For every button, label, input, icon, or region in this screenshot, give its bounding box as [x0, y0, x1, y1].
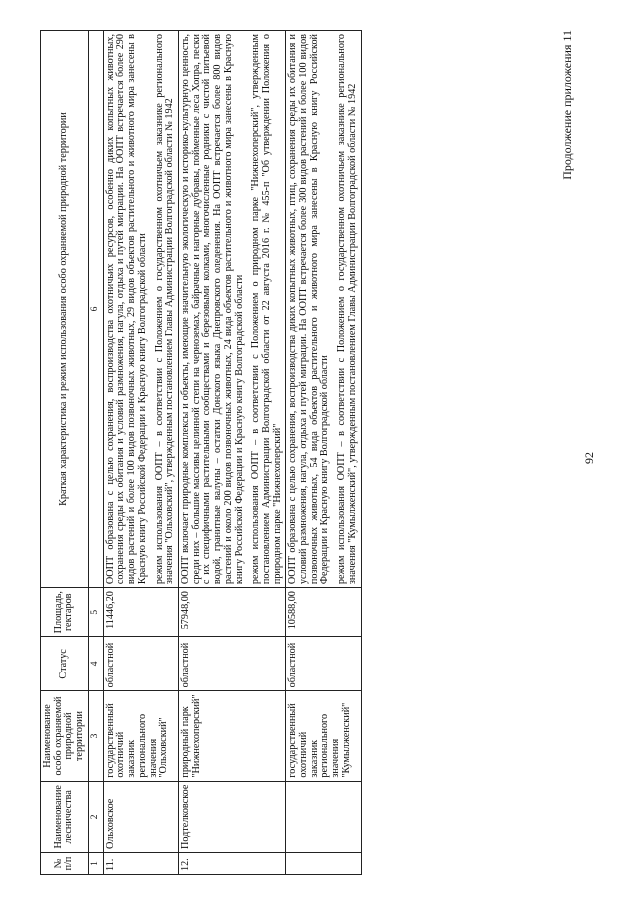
column-number-row: [88, 31, 103, 875]
header-description: Краткая характеристика и режим использования особо охраняемой природной территории: [41, 31, 89, 588]
column-number: 4: [88, 637, 103, 691]
continuation-label: Продолжение приложения 11: [560, 30, 574, 180]
forestry-name: Подтелковское: [179, 781, 286, 852]
row-number: 11.: [103, 853, 178, 875]
description: [286, 31, 361, 588]
description-paragraph: ООПТ образована с целью сохранения, воспроизводства диких копытных животных, птиц, сохранения среды их обитания и условий размножения, нагула, отдыха и путей миграции. На ООПТ встречается более 300 видов растений и более 100 видов позвоночных животных, 54 вида объектов растительного и животного мира занесены в Красную книгу Российской Федерации и Красную книгу Волгоградской области: [287, 34, 331, 585]
header-status: Статус: [41, 637, 89, 691]
column-number: 2: [88, 781, 103, 852]
description: [179, 31, 286, 588]
area: 57948,00: [179, 588, 286, 637]
table-row: [103, 31, 178, 875]
table-header-row: [41, 31, 89, 875]
description-paragraph: ООПТ включает природные комплексы и объекты, имеющие значительную экологическую и историко-культурную ценность, среди них – большие массивы целинной степи на черноземах, байрачные и нагорные дубравы, пойменные леса Хопра, пески с их специфичными растительными сообществами и березовыми колками, многочисленные родники с чистой питьевой водой, гранитные валуны – остатки Донского языка Днепровского оледенения. На ООПТ встречается более 800 видов растений и около 200 видов позвоночных животных, 24 вида объектов растительного и животного мира занесены в Красную книгу Российской Федерации и Красную книгу Волгоградской области: [180, 34, 245, 585]
protected-area-name: государственный охотничий заказник регионального значения "Ольховский": [103, 691, 178, 781]
page-number: 92: [582, 452, 596, 464]
area: 10588,00: [286, 588, 361, 637]
row-number: 12.: [179, 853, 286, 875]
header-name: Наименование особо охраняемой природной территории: [41, 691, 89, 781]
protected-area-name: государственный охотничий заказник регионального значения "Кумылженский": [286, 691, 361, 781]
header-forestry: Наименование лесничества: [41, 781, 89, 852]
regime-paragraph: режим использования ООПТ – в соответствии с Положением о государственном охотничьем заказнике регионального значения "Кумылженский", утвержденным постановлением Главы Администрации Волгоградской области № 1942: [336, 34, 358, 585]
description-paragraph: ООПТ образована с целью сохранения, воспроизводства охотничьих ресурсов, особенно диких копытных животных, сохранения среды их обитания и условий размножения, нагула, отдыха и путей миграции. На ООПТ встречается более 290 видов растений и более 100 видов позвоночных животных, 29 видов объектов растительного и животного мира занесены в Красную книгу Российской Федерации и Красную книгу Волгоградской области: [104, 34, 148, 585]
row-number: [286, 853, 361, 875]
header-area: Площадь, гектаров: [41, 588, 89, 637]
column-number: 1: [88, 853, 103, 875]
area: 11446,20: [103, 588, 178, 637]
column-number: 3: [88, 691, 103, 781]
table-row: [179, 31, 286, 875]
status: областной: [286, 637, 361, 691]
protected-areas-table: [40, 30, 362, 875]
status: областной: [103, 637, 178, 691]
table-row: [286, 31, 361, 875]
column-number: 6: [88, 31, 103, 588]
forestry-name: Ольховское: [103, 781, 178, 852]
description: [103, 31, 178, 588]
forestry-name: [286, 781, 361, 852]
header-num: № п/п: [41, 853, 89, 875]
regime-paragraph: режим использования ООПТ – в соответствии с Положением о природном парке "Нижнехоперский", утвержденным постановлением Администрации Волгоградской области от 22 августа 2016 г. № 455-п "Об утверждении Положения о природном парке "Нижнехоперский": [250, 34, 283, 585]
regime-paragraph: режим использования ООПТ – в соответствии с Положением о государственном охотничьем заказнике регионального значения "Ольховский", утвержденным постановлением Главы Администрации Волгоградской области № 1942: [153, 34, 176, 585]
column-number: 5: [88, 588, 103, 637]
status: областной: [179, 637, 286, 691]
protected-area-name: природный парк "Нижнехоперский": [179, 691, 286, 781]
